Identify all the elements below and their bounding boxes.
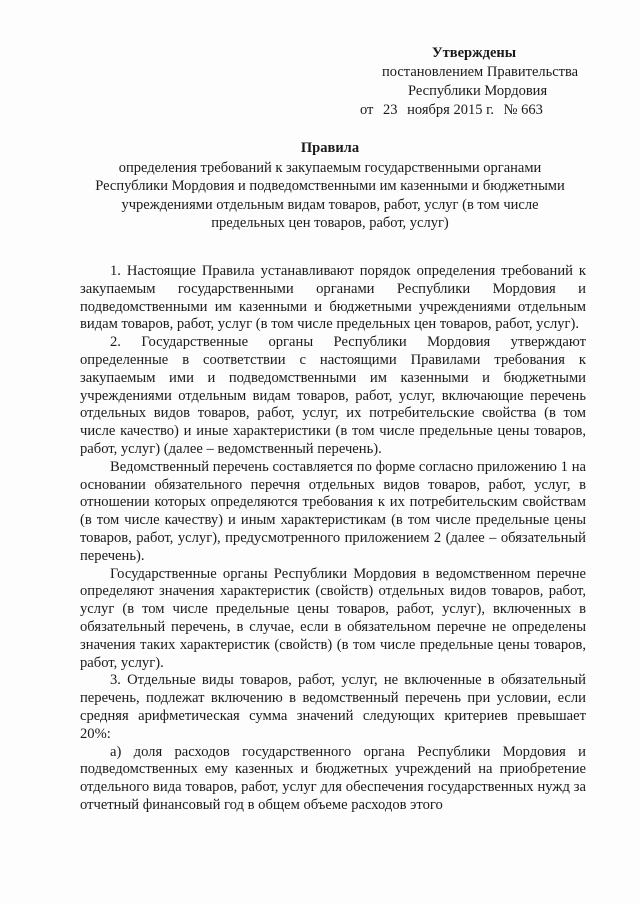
paragraph-3a: а) доля расходов государственного органа Республики Мордовия и подведомственных ему казенных и бюджетных учреждений на приобретение отдельного вида товаров, работ, услуг для обеспечения государственных нужд за отчетный финансовый год в общем объеме расходов этого xyxy=(80,743,586,813)
paragraph-2: 2. Государственные органы Республики Мордовия утверждают определенные в соответствии с настоящими Правилами требования к закупаемым ими и подведомственными им казенными и бюджетными учреждениями отдельным видам товаров, работ, услуг, включающие перечень отдельных видов товаров, работ, услуг, их потребительские свойства (в том числе качество) и иные характеристики (в том числе предельные цены товаров, работ, услуг) (далее – ведомственный перечень). xyxy=(80,334,586,457)
document-title-block xyxy=(60,139,600,233)
subtitle-line: Республики Мордовия и подведомственными им казенными и бюджетными xyxy=(95,178,565,195)
approval-date-prefix: от xyxy=(360,102,374,118)
subtitle-line: учреждениями отдельным видам товаров, работ, услуг (в том числе xyxy=(121,196,539,213)
approval-line-republic: Республики Мордовия xyxy=(408,83,548,99)
approval-title: Утверждены xyxy=(432,45,517,61)
approval-stamp xyxy=(360,44,590,120)
approval-line-government: постановлением Правительства xyxy=(382,64,579,80)
document-body xyxy=(80,263,586,815)
approval-number: № 663 xyxy=(503,102,543,118)
approval-date-line xyxy=(360,101,590,120)
document-heading: Правила xyxy=(300,140,360,156)
approval-day: 23 xyxy=(383,102,398,118)
subtitle-line: предельных цен товаров, работ, услуг) xyxy=(211,215,449,232)
approval-month-year: ноября 2015 г. xyxy=(407,102,495,118)
paragraph-3: 3. Отдельные виды товаров, работ, услуг, не включенные в обязательный перечень, подлежат включению в ведомственный перечень при условии, если средняя арифметическая сумма значений следующих критериев превышает 20%: xyxy=(80,672,586,742)
subtitle-line: определения требований к закупаемым государственными органами xyxy=(118,159,542,176)
paragraph-1: 1. Настоящие Правила устанавливают порядок определения требований к закупаемым государственными органами Республики Мордовия и подведомственными им казенными и бюджетными учреждениями отдельным видам товаров, работ, услуг (в том числе предельных цен товаров, работ, услуг). xyxy=(80,263,586,333)
paragraph-state-bodies: Государственные органы Республики Мордовия в ведомственном перечне определяют значения характеристик (свойств) отдельных видов товаров, работ, услуг (в том числе предельные цены товаров, работ, услуг), включенных в обязательный перечень, в случае, если в обязательном перечне не определены значения таких характеристик (свойств) (в том числе предельные цены товаров, работ, услуг). xyxy=(80,565,586,671)
paragraph-departmental-list: Ведомственный перечень составляется по форме согласно приложению 1 на основании обязательного перечня отдельных видов товаров, работ, услуг, в отношении которых определяются требования к их потребительским свойствам (в том числе качеству) и иным характеристикам (в том числе предельные цены товаров, работ, услуг), предусмотренного приложением 2 (далее – обязательный перечень). xyxy=(80,458,586,564)
